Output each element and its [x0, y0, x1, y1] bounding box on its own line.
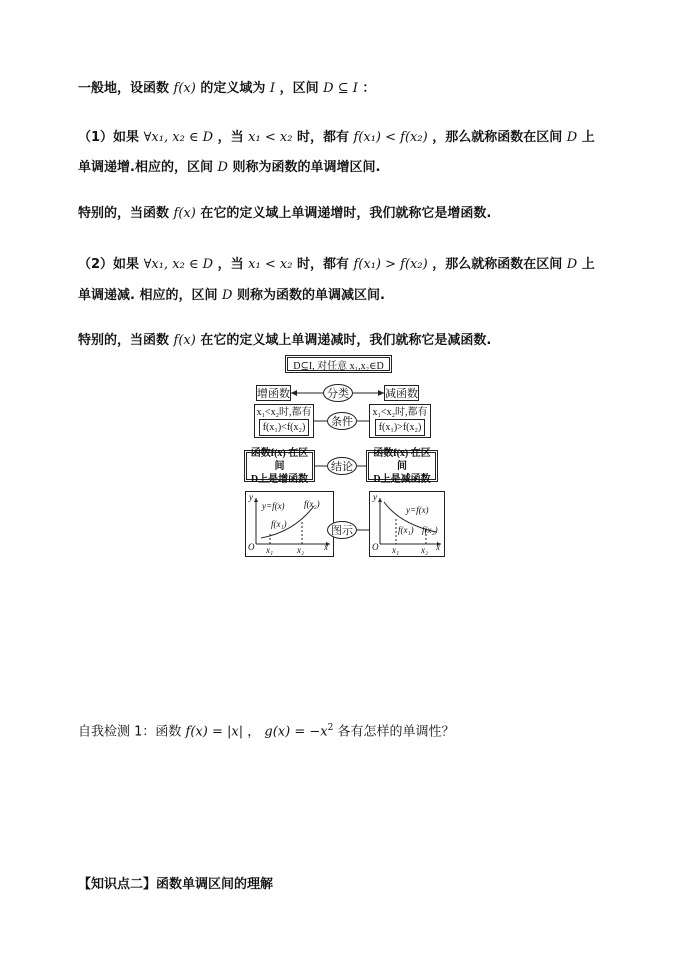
- decreasing-function-box: 减函数: [384, 385, 419, 401]
- math-D-subset-I: D ⊆ I: [323, 81, 358, 96]
- math-f-of-x: f(x): [173, 81, 196, 96]
- math-ineq: f(x₁) > f(x₂): [353, 257, 428, 272]
- increasing-graph-svg: [246, 492, 335, 558]
- math-forall: ∀x₁, x₂ ∈ D: [143, 257, 214, 272]
- classify-node: 分类: [323, 384, 353, 402]
- math-domain-I: I: [269, 81, 276, 96]
- item2-line2: 单调递减. 相应的，区间 D 则称为函数的单调减区间.: [78, 288, 385, 303]
- item2-line1: （2）如果 ∀x₁, x₂ ∈ D ，当 x₁ < x₂ 时，都有 f(x₁) > f(x₂) ，那么就称函数在区间 D 上: [78, 257, 595, 272]
- self-check-1: 自我检测 1：函数 f(x) = |x| ， $g(x) = -x^2$ 各有怎样的单调性？: [78, 723, 455, 740]
- math-cond: x₁ < x₂: [248, 130, 293, 145]
- diagram-top-box: D⊆I, 对任意 x₁,x₂∈D: [285, 355, 392, 373]
- math-g-neg-x-sq: g(x) = −x: [264, 724, 328, 740]
- increasing-condition-box: x₁<x₂时,都有 f(x₁)<f(x₂): [254, 404, 314, 438]
- math-D: D: [222, 288, 233, 303]
- item1-line2: 单调递增.相应的，区间 D 则称为函数的单调增区间.: [78, 160, 381, 175]
- increasing-conclusion-box: 函数f(x) 在区间 D上是增函数: [244, 450, 315, 482]
- math-f-of-x: f(x): [173, 206, 196, 221]
- condition-node: 条件: [327, 412, 357, 430]
- decreasing-conclusion-box: 函数f(x) 在区间 D上是减函数: [366, 450, 438, 482]
- intro-line: 一般地，设函数 f(x) 的定义域为 I ，区间 D ⊆ I ：: [78, 81, 376, 96]
- math-ineq: f(x₁) < f(x₂): [353, 130, 428, 145]
- increasing-graph: y O x x₁ x₂ y=f(x) f(x₁) f(x₂): [245, 491, 334, 557]
- conclusion-node: 结论: [327, 457, 357, 475]
- math-f-abs-x: f(x) = |x|: [185, 724, 244, 740]
- decreasing-condition-box: x₁<x₂时,都有 f(x₁)>f(x₂): [369, 404, 431, 438]
- item1-line1: （1）如果 ∀x₁, x₂ ∈ D ，当 x₁ < x₂ 时，都有 f(x₁) < f(x₂) ，那么就称函数在区间 D 上: [78, 130, 595, 145]
- increasing-function-box: 增函数: [256, 385, 291, 401]
- math-D: D: [566, 130, 578, 145]
- math-f-of-x: f(x): [173, 333, 196, 348]
- graph-node: 图示: [327, 521, 357, 539]
- math-D: D: [217, 160, 228, 175]
- math-cond: x₁ < x₂: [248, 257, 293, 272]
- special1-line: 特别的，当函数 f(x) 在它的定义域上单调递增时，我们就称它是增函数.: [78, 206, 492, 221]
- decreasing-graph: y O x x₁ x₂ y=f(x) f(x₁) f(x₂): [369, 491, 445, 557]
- math-forall: ∀x₁, x₂ ∈ D: [143, 130, 214, 145]
- section-heading-knowledge-point-2: 【知识点二】函数单调区间的理解: [78, 877, 274, 892]
- math-D: D: [566, 257, 578, 272]
- special2-line: 特别的，当函数 f(x) 在它的定义域上单调递减时，我们就称它是减函数.: [78, 333, 492, 348]
